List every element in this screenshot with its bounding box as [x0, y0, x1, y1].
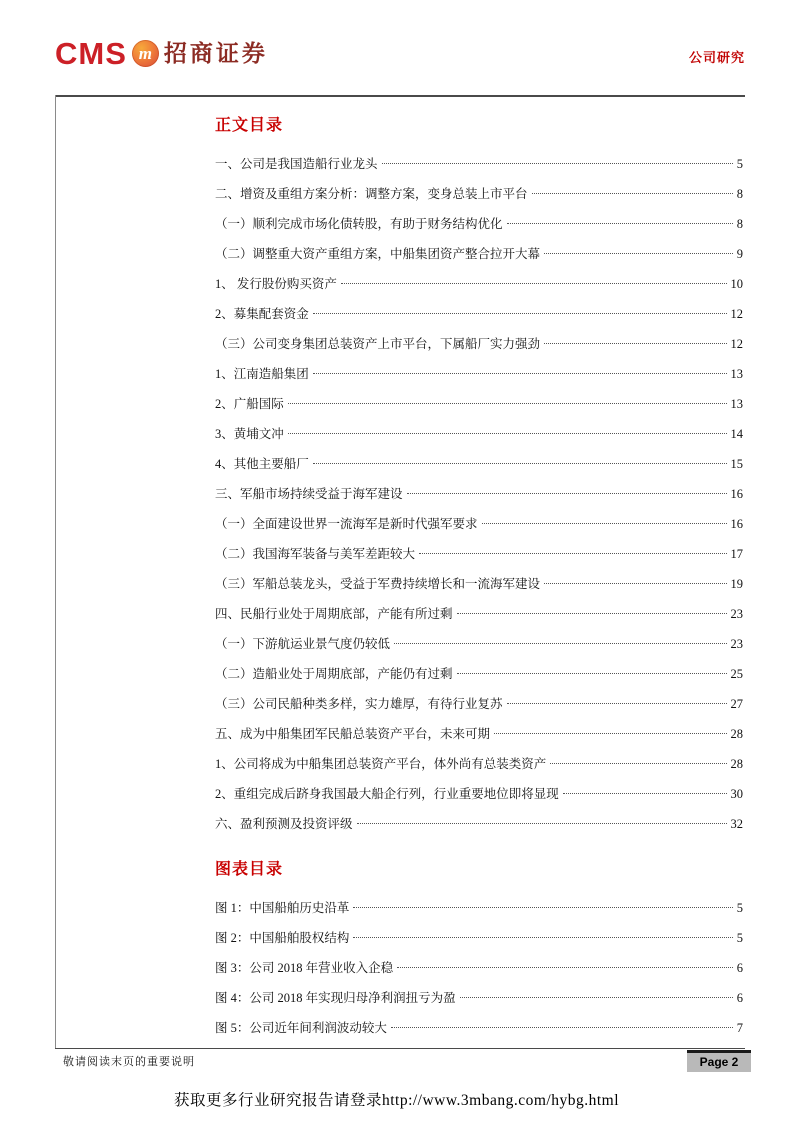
toc-content	[215, 112, 743, 1043]
toc-leader-dots	[313, 313, 727, 314]
toc-page-number: 16	[730, 487, 743, 501]
toc-item[interactable]	[215, 659, 743, 689]
toc-leader-dots	[460, 997, 733, 998]
toc-page-number: 15	[730, 457, 743, 471]
toc-item-label: 六、盈利预测及投资评级	[215, 817, 353, 831]
cms-logo	[55, 38, 268, 69]
toc-item-label: （三）军船总装龙头，受益于军费持续增长和一流海军建设	[215, 577, 541, 591]
toc-item[interactable]	[215, 779, 743, 809]
toc-item[interactable]	[215, 239, 743, 269]
toc-page-number: 5	[736, 157, 743, 171]
promo-link[interactable]: 获取更多行业研究报告请登录http://www.3mbang.com/hybg.html	[173, 1092, 620, 1109]
toc-page-number: 23	[730, 637, 743, 651]
toc-item[interactable]	[215, 419, 743, 449]
toc-page-number: 16	[730, 517, 743, 531]
toc-item-label: 五、成为中船集团军民船总装资产平台，未来可期	[215, 727, 491, 741]
report-category-label: 公司研究	[688, 50, 745, 65]
toc-page-number: 6	[736, 961, 743, 975]
toc-page-number: 30	[730, 787, 743, 801]
toc-leader-dots	[532, 193, 733, 194]
toc-leader-dots	[313, 463, 727, 464]
toc-page-number: 8	[736, 217, 743, 231]
toc-item-label: 1、江南造船集团	[215, 367, 309, 381]
toc-item-label: 图 1：中国船舶历史沿革	[215, 901, 350, 915]
figure-toc-item[interactable]	[215, 893, 743, 923]
toc-item-label: 图 5：公司近年间利润波动较大	[215, 1021, 387, 1035]
toc-item[interactable]	[215, 179, 743, 209]
toc-leader-dots	[407, 493, 727, 494]
toc-item-label: 二、增资及重组方案分析：调整方案，变身总装上市平台	[215, 187, 528, 201]
toc-item-label: （三）公司变身集团总装资产上市平台，下属船厂实力强劲	[215, 337, 541, 351]
toc-item[interactable]	[215, 449, 743, 479]
toc-leader-dots	[313, 373, 727, 374]
toc-item[interactable]	[215, 509, 743, 539]
toc-leader-dots	[457, 613, 727, 614]
toc-page-number: 7	[736, 1021, 743, 1035]
toc-item[interactable]	[215, 389, 743, 419]
toc-item[interactable]	[215, 329, 743, 359]
toc-item-label: 图 4：公司 2018 年实现归母净利润扭亏为盈	[215, 991, 456, 1005]
toc-item[interactable]	[215, 689, 743, 719]
toc-item[interactable]	[215, 269, 743, 299]
toc-page-number: 13	[730, 367, 743, 381]
toc-leader-dots	[288, 433, 727, 434]
figures-toc-list	[215, 893, 743, 1043]
main-toc-list	[215, 149, 743, 839]
toc-item-label: 2、募集配套资金	[215, 307, 309, 321]
toc-item[interactable]	[215, 299, 743, 329]
toc-leader-dots	[507, 223, 733, 224]
figure-toc-item[interactable]	[215, 983, 743, 1013]
toc-item[interactable]	[215, 209, 743, 239]
toc-item[interactable]	[215, 359, 743, 389]
toc-page-number: 10	[730, 277, 743, 291]
toc-page-number: 19	[730, 577, 743, 591]
toc-leader-dots	[382, 163, 733, 164]
toc-page-number: 8	[736, 187, 743, 201]
cms-logo-icon: m	[132, 40, 159, 67]
footer-disclaimer: 敬请阅读末页的重要说明	[63, 1056, 195, 1068]
toc-leader-dots	[353, 907, 732, 908]
figure-toc-item[interactable]	[215, 923, 743, 953]
toc-item[interactable]	[215, 599, 743, 629]
report-header	[55, 38, 745, 69]
toc-leader-dots	[353, 937, 732, 938]
toc-item-label: （三）公司民船种类多样，实力雄厚，有待行业复苏	[215, 697, 503, 711]
toc-leader-dots	[507, 703, 727, 704]
toc-leader-dots	[419, 553, 726, 554]
toc-item-label: （一）下游航运业景气度仍较低	[215, 637, 391, 651]
toc-page-number: 6	[736, 991, 743, 1005]
toc-item[interactable]	[215, 479, 743, 509]
toc-page-number: 32	[730, 817, 743, 831]
toc-page-number: 12	[730, 337, 743, 351]
toc-item[interactable]	[215, 629, 743, 659]
toc-leader-dots	[544, 343, 726, 344]
toc-page-number: 12	[730, 307, 743, 321]
toc-leader-dots	[394, 643, 726, 644]
toc-item-label: 2、广船国际	[215, 397, 284, 411]
toc-item[interactable]	[215, 149, 743, 179]
toc-item[interactable]	[215, 719, 743, 749]
toc-item[interactable]	[215, 809, 743, 839]
figures-toc-title: 图表目录	[215, 861, 284, 878]
toc-leader-dots	[288, 403, 727, 404]
toc-item-label: 一、公司是我国造船行业龙头	[215, 157, 378, 171]
toc-page-number: 5	[736, 931, 743, 945]
toc-item[interactable]	[215, 749, 743, 779]
toc-item-label: 3、黄埔文冲	[215, 427, 284, 441]
toc-leader-dots	[391, 1027, 733, 1028]
toc-page-number: 14	[730, 427, 743, 441]
toc-item-label: 四、民船行业处于周期底部，产能有所过剩	[215, 607, 453, 621]
main-toc-title: 正文目录	[215, 117, 284, 134]
toc-item-label: （一）顺利完成市场化债转股，有助于财务结构优化	[215, 217, 503, 231]
toc-leader-dots	[341, 283, 727, 284]
toc-leader-dots	[357, 823, 727, 824]
figure-toc-item[interactable]	[215, 1013, 743, 1043]
toc-leader-dots	[544, 253, 733, 254]
figure-toc-item[interactable]	[215, 953, 743, 983]
toc-leader-dots	[482, 523, 727, 524]
cms-logo-text: CMS	[55, 36, 127, 71]
toc-item-label: （二）调整重大资产重组方案，中船集团资产整合拉开大幕	[215, 247, 541, 261]
left-margin-rule	[55, 95, 56, 1048]
toc-item-label: 2、重组完成后跻身我国最大船企行列，行业重要地位即将显现	[215, 787, 559, 801]
toc-item-label: 4、其他主要船厂	[215, 457, 309, 471]
toc-item-label: （一）全面建设世界一流海军是新时代强军要求	[215, 517, 478, 531]
toc-item-label: 1、公司将成为中船集团总装资产平台，体外尚有总装类资产	[215, 757, 547, 771]
toc-page-number: 28	[730, 757, 743, 771]
toc-item-label: 三、军船市场持续受益于海军建设	[215, 487, 403, 501]
toc-leader-dots	[397, 967, 733, 968]
toc-page-number: 23	[730, 607, 743, 621]
toc-page-number: 9	[736, 247, 743, 261]
toc-item[interactable]	[215, 569, 743, 599]
toc-item-label: 图 2：中国船舶股权结构	[215, 931, 350, 945]
toc-item-label: 1、 发行股份购买资产	[215, 277, 337, 291]
toc-page-number: 17	[730, 547, 743, 561]
toc-item[interactable]	[215, 539, 743, 569]
toc-item-label: （二）我国海军装备与美军差距较大	[215, 547, 416, 561]
toc-page-number: 13	[730, 397, 743, 411]
toc-page-number: 27	[730, 697, 743, 711]
toc-page-number: 25	[730, 667, 743, 681]
brand-name: 招商证券	[163, 41, 268, 66]
toc-item-label: （二）造船业处于周期底部，产能仍有过剩	[215, 667, 453, 681]
toc-leader-dots	[494, 733, 726, 734]
toc-item-label: 图 3：公司 2018 年营业收入企稳	[215, 961, 394, 975]
toc-page-number: 28	[730, 727, 743, 741]
toc-leader-dots	[563, 793, 727, 794]
toc-leader-dots	[457, 673, 727, 674]
header-divider	[55, 95, 745, 97]
footer-divider	[55, 1048, 745, 1049]
toc-leader-dots	[550, 763, 726, 764]
toc-leader-dots	[544, 583, 726, 584]
page-number-badge: Page 2	[687, 1050, 751, 1072]
toc-page-number: 5	[736, 901, 743, 915]
